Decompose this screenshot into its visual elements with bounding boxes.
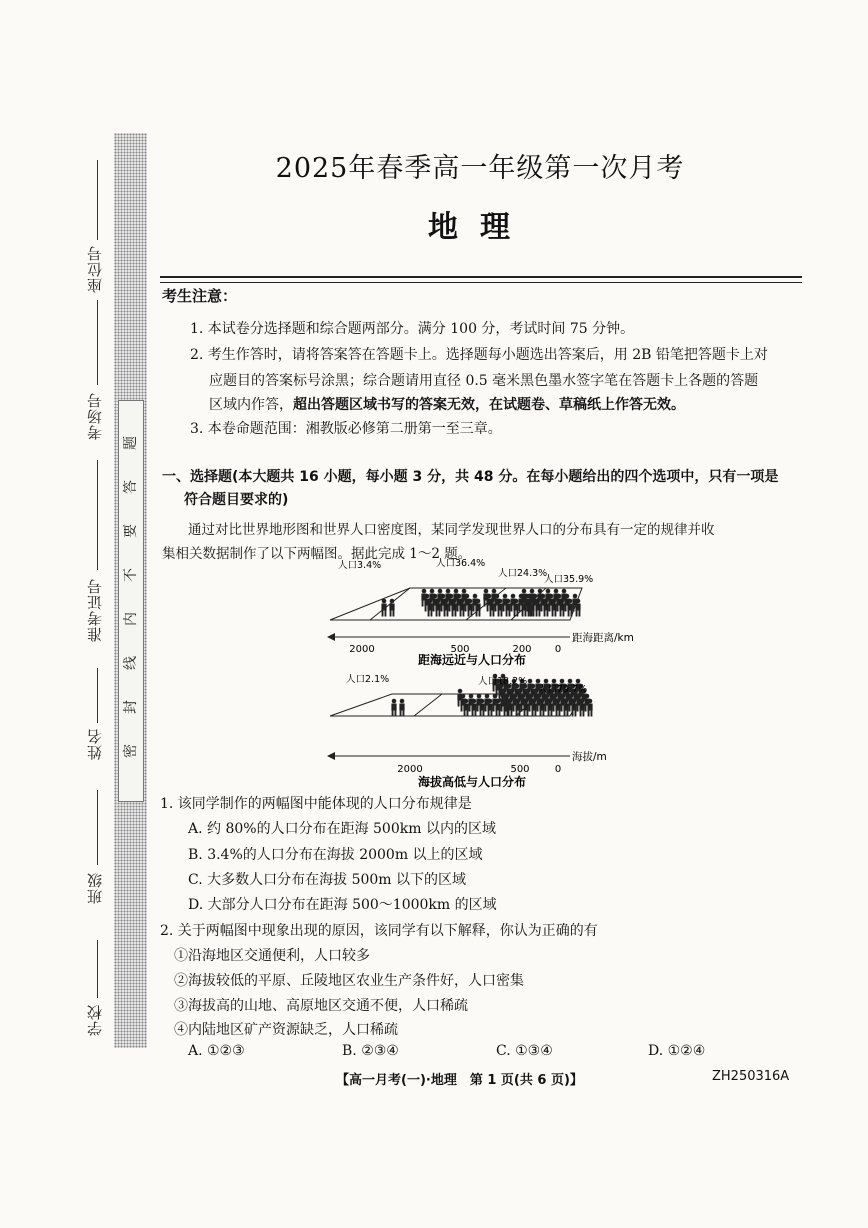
paper-code: ZH250316A (712, 1069, 790, 1084)
q2-option-d: D. ①②④ (648, 1043, 706, 1059)
person-icon (476, 694, 481, 712)
class-line (97, 790, 98, 865)
distance-chart (327, 557, 634, 667)
altitude-data-label: 人口18.2% (478, 676, 528, 687)
q2-option-c: C. ①③④ (496, 1043, 553, 1059)
q1-option-a: A. 约 80%的人口分布在距海 500km 以内的区域 (188, 821, 496, 837)
name-label: 姓名 (86, 728, 104, 760)
q2-stem: 2. 关于两幅图中现象出现的原因，该同学有以下解释，你认为正确的有 (160, 923, 598, 939)
header-rule (160, 276, 802, 278)
person-icon (484, 694, 489, 712)
altitude-tick-label: 2000 (397, 764, 423, 775)
population-diagrams (326, 556, 634, 792)
exam-room-line (97, 300, 98, 385)
q2-statement-2: ②海拔较低的平原、丘陵地区农业生产条件好，人口密集 (174, 973, 524, 989)
distance-data-label: 人口3.4% (338, 560, 382, 571)
person-icon (421, 589, 426, 607)
seal-char: 题 (123, 436, 139, 450)
altitude-tick-label: 0 (554, 764, 562, 775)
distance-group-2 (421, 589, 480, 617)
exam-room-label: 考场号 (86, 392, 104, 440)
notice-heading: 考生注意： (162, 287, 238, 305)
name-line (97, 668, 98, 723)
q1-stem: 1. 该同学制作的两幅图中能体现的人口分布规律是 (160, 796, 472, 812)
altitude-group-1 (391, 699, 404, 717)
notice-item-1: 1. 本试卷分选择题和综合题两部分。满分 100 分，考试时间 75 分钟。 (190, 321, 635, 337)
q1-option-c: C. 大多数人口分布在海拔 500m 以下的区域 (188, 872, 467, 888)
distance-tick-label: 500 (450, 644, 470, 655)
admission-number-line (97, 460, 98, 570)
distance-tick-label: 2000 (349, 644, 375, 655)
notice-item-2-cont: 应题目的答案标号涂黑；综合题请用直径 0.5 毫米黑色墨水签字笔在答题卡上各题的答题 (209, 373, 759, 389)
altitude-tick-label: 500 (510, 764, 530, 775)
altitude-axis-label: 海拔/m (572, 751, 607, 763)
page-footer: 【高一月考(一)·地理 第 1 页(共 6 页)】 (336, 1073, 583, 1088)
notice-item-2-bold: 超出答题区域书写的答案无效，在试题卷、草稿纸上作答无效。 (293, 397, 685, 413)
person-icon (399, 699, 404, 717)
altitude-chart (327, 673, 607, 789)
altitude-axis-arrow (327, 752, 335, 760)
person-icon (502, 594, 507, 612)
seal-char: 封 (123, 700, 139, 714)
q2-statement-3: ③海拔高的山地、高原地区交通不便，人口稀疏 (174, 998, 468, 1014)
q2-option-a: A. ①②③ (188, 1043, 245, 1059)
seal-char: 不 (123, 568, 139, 582)
intro-line-1: 通过对比世界地形图和世界人口密度图，某同学发现世界人口的分布具有一定的规律并收 (188, 522, 715, 538)
altitude-data-label: 人口2.1% (346, 674, 390, 685)
q2-option-b: B. ②③④ (342, 1043, 399, 1059)
notice-item-2-plain: 区域内作答， (209, 397, 293, 413)
distance-chart-title: 距海远近与人口分布 (417, 653, 527, 667)
distance-axis-arrow (327, 633, 335, 641)
class-label: 班级 (86, 872, 104, 904)
seal-char: 要 (123, 524, 139, 538)
seal-char: 内 (123, 612, 139, 626)
notice-item-2-cont2 (209, 394, 685, 414)
person-icon (468, 694, 473, 712)
distance-group-1 (381, 599, 394, 617)
seal-char: 密 (123, 744, 139, 758)
person-icon (457, 689, 462, 707)
person-icon (389, 599, 394, 617)
section-heading-line1: 一、选择题(本大题共 16 小题，每小题 3 分，共 48 分。在每小题给出的四个选项中，只有一项是 (162, 469, 779, 485)
person-icon (391, 699, 396, 717)
q1-option-d: D. 大部分人口分布在距海 500～1000km 的区域 (188, 897, 497, 913)
notice-item-3: 3. 本卷命题范围：湘教版必修第二册第一至三章。 (190, 421, 502, 437)
altitude-data-label: 人口79.7% (538, 684, 588, 695)
person-icon (572, 594, 577, 612)
person-icon (510, 594, 515, 612)
subject-title: 地理 (428, 210, 532, 245)
seat-number-label: 座位号 (86, 245, 104, 293)
distance-tick-label: 200 (512, 644, 532, 655)
school-line (97, 940, 98, 998)
distance-data-label: 人口35.9% (544, 574, 594, 585)
notice-item-2: 2. 考生作答时，请将答案答在答题卡上。选择题每小题选出答案后，用 2B 铅笔把答题卡上对 (190, 347, 768, 363)
seal-char: 答 (123, 480, 139, 494)
header-rule-thin (160, 282, 802, 283)
seat-number-line (97, 160, 98, 240)
q2-statement-1: ①沿海地区交通便利，人口较多 (174, 948, 370, 964)
q2-statement-4: ④内陆地区矿产资源缺乏，人口稀疏 (174, 1022, 398, 1038)
section-heading (162, 466, 802, 512)
distance-data-label: 人口36.4% (436, 558, 486, 569)
distance-tick-label: 0 (554, 644, 562, 655)
person-icon (381, 599, 386, 617)
distance-axis-label: 距海距离/km (572, 632, 634, 644)
exam-title: 2025年春季高一年级第一次月考 (275, 153, 685, 184)
admission-number-label: 准考证号 (86, 578, 104, 642)
seal-char: 线 (123, 656, 139, 670)
school-label: 学校 (86, 1004, 104, 1036)
intro-line-2: 集相关数据制作了以下两幅图。据此完成 1～2 题。 (162, 546, 472, 562)
q1-option-b: B. 3.4%的人口分布在海拔 2000m 以上的区域 (188, 847, 483, 863)
person-icon (472, 594, 477, 612)
section-heading-line2: 符合题目要求的) (184, 492, 289, 508)
zone-divider-a (414, 694, 442, 716)
distance-data-label: 人口24.3% (498, 568, 548, 579)
altitude-chart-title: 海拔高低与人口分布 (417, 775, 527, 789)
